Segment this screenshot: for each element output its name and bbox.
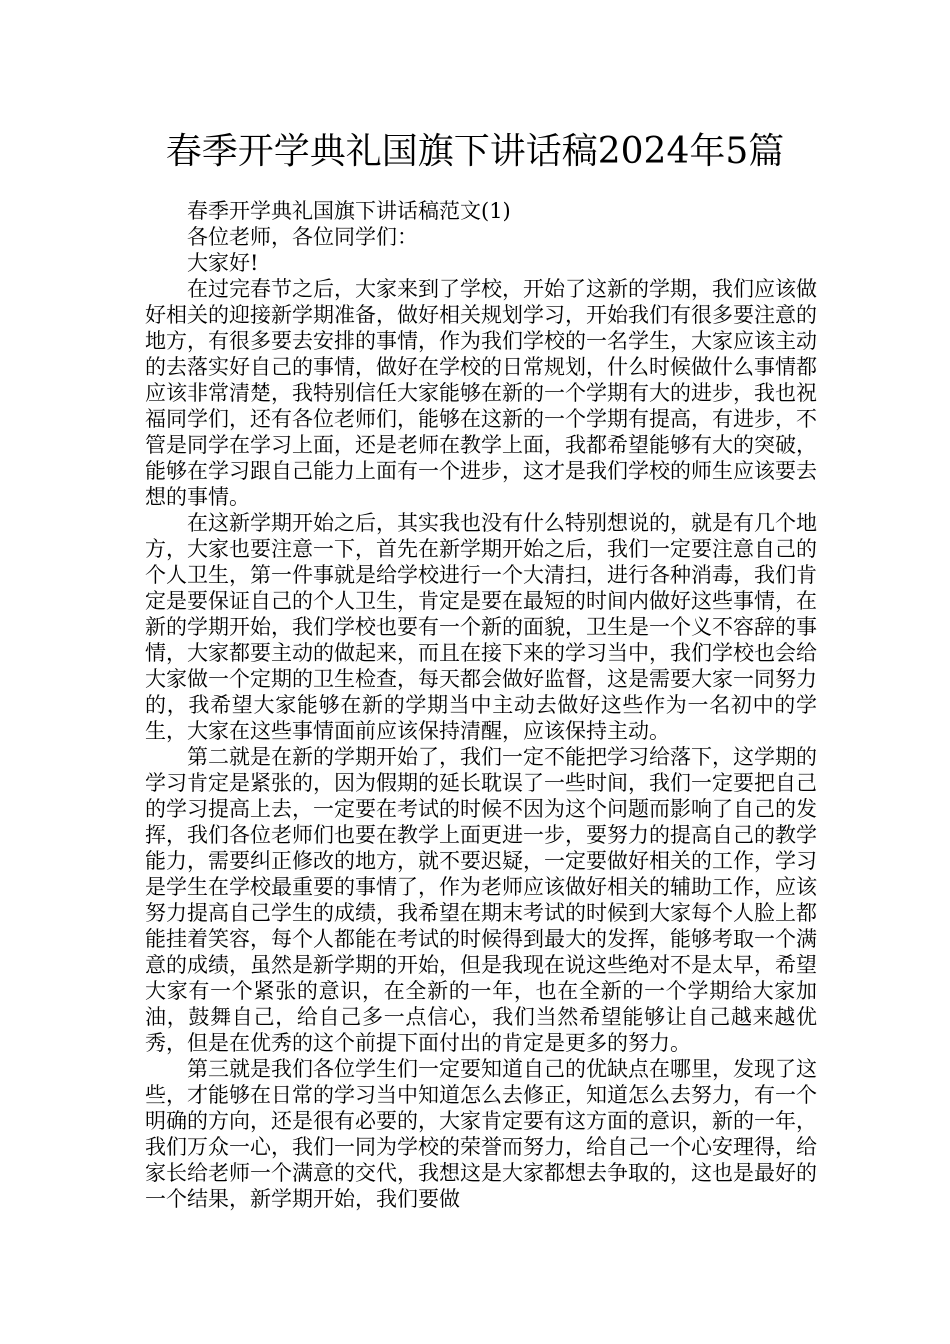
paragraph-3: 第二就是在新的学期开始了，我们一定不能把学习给落下，这学期的学习肯定是紧张的，因为假期的延长耽误了一些时间，我们一定要把自己的学习提高上去，一定要在考试的时候不因为这个问题而影响了自己的发挥，我们各位老师们也要在教学上面更进一步，要努力的提高自己的教学能力，需要纠正修改的地方，就不要迟疑，一定要做好相关的工作，学习是学生在学校最重要的事情了，作为老师应该做好相关的辅助工作，应该努力提高自己学生的成绩，我希望在期末考试的时候到大家每个人脸上都能挂着笑容，每个人都能在考试的时候得到最大的发挥，能够考取一个满意的成绩，虽然是新学期的开始，但是我现在说这些绝对不是太早，希望大家有一个紧张的意识，在全新的一年，也在全新的一个学期给大家加油，鼓舞自己，给自己多一点信心，我们当然希望能够让自己越来越优秀，但是在优秀的这个前提下面付出的肯定是更多的努力。: [145, 745, 817, 1055]
document-body: [145, 198, 817, 1212]
paragraph-2: 在这新学期开始之后，其实我也没有什么特别想说的，就是有几个地方，大家也要注意一下，首先在新学期开始之后，我们一定要注意自己的个人卫生，第一件事就是给学校进行一个大清扫，进行各种消毒，我们肯定是要保证自己的个人卫生，肯定是要在最短的时间内做好这些事情，在新的学期开始，我们学校也要有一个新的面貌，卫生是一个义不容辞的事情，大家都要主动的做起来，而且在接下来的学习当中，我们学校也会给大家做一个定期的卫生检查，每天都会做好监督，这是需要大家一同努力的，我希望大家能够在新的学期当中主动去做好这些作为一名初中的学生，大家在这些事情面前应该保持清醒，应该保持主动。: [145, 511, 817, 743]
salutation: 各位老师，各位同学们：: [187, 225, 418, 249]
section-subtitle: 春季开学典礼国旗下讲话稿范文(1): [187, 199, 511, 223]
paragraph-1: 在过完春节之后，大家来到了学校，开始了这新的学期，我们应该做好相关的迎接新学期准备，做好相关规划学习，开始我们有很多要注意的地方，有很多要去安排的事情，作为我们学校的一名学生，大家应该主动的去落实好自己的事情，做好在学校的日常规划，什么时候做什么事情都应该非常清楚，我特别信任大家能够在新的一个学期有大的进步，我也祝福同学们，还有各位老师们，能够在这新的一个学期有提高，有进步，不管是同学在学习上面，还是老师在教学上面，我都希望能够有大的突破，能够在学习跟自己能力上面有一个进步，这才是我们学校的师生应该要去想的事情。: [145, 277, 817, 509]
document-title: 春季开学典礼国旗下讲话稿2024年5篇: [165, 131, 785, 172]
greeting: 大家好!: [187, 251, 259, 275]
paragraph-4: 第三就是我们各位学生们一定要知道自己的优缺点在哪里，发现了这些，才能够在日常的学习当中知道怎么去修正，知道怎么去努力，有一个明确的方向，还是很有必要的，大家肯定要有这方面的意识，新的一年，我们万众一心，我们一同为学校的荣誉而努力，给自己一个心安理得，给家长给老师一个满意的交代，我想这是大家都想去争取的，这也是最好的一个结果，新学期开始，我们要做: [145, 1057, 817, 1211]
